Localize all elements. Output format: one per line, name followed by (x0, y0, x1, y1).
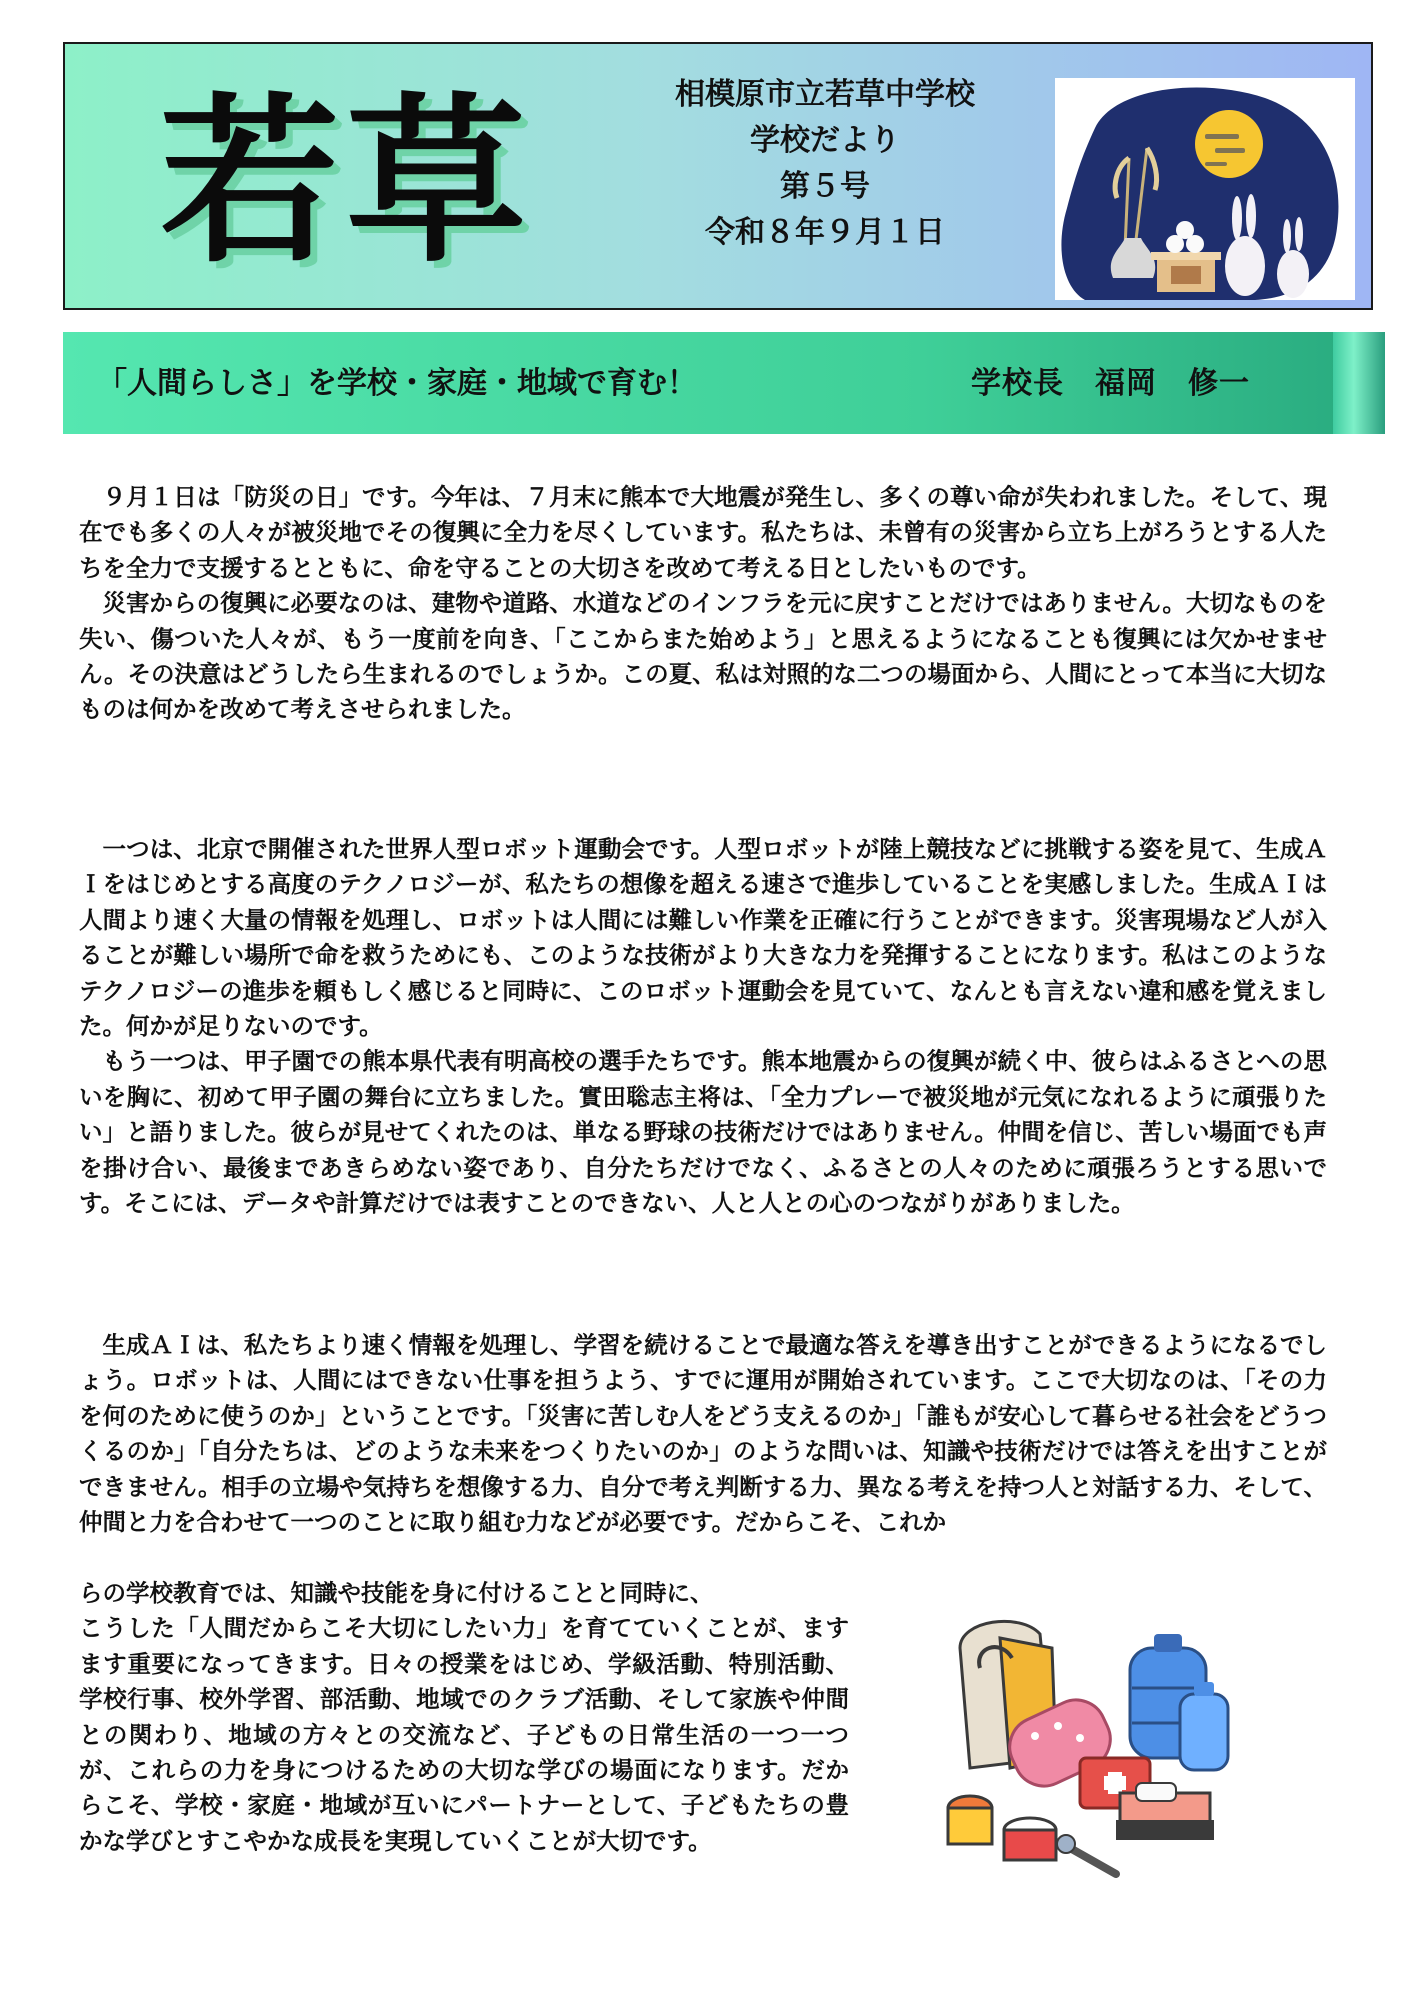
publication-name: 学校だより (750, 123, 900, 158)
headline-author: 学校長 福岡 修一 (971, 366, 1250, 401)
article-paragraph: 生成ＡＩは、私たちより速く情報を処理し、学習を続けることで最適な答えを導き出すことができるようになるでしょう。ロボットは、人間にはできない仕事を担うよう、すでに運用が開始されています。ここで大切なのは、「その力を何のために使うのか」ということです。「災害に苦しむ人をどう支えるのか」「誰もが安心して暮らせる社会をどうつくるのか」「自分たちは、どのような未来をつくりたいのか」のような問いは、知識や技術だけでは答えを出すことができません。相手の立場や気持ちを想像する力、自分で考え判断する力、異なる考えを持つ人と対話する力、そして、仲間と力を合わせて一つのことに取り組む力などが必要です。だからこそ、これか (79, 1331, 1327, 1537)
emergency-supplies-icon (940, 1608, 1240, 1888)
article-paragraph: こうした「人間だからこそ大切にしたい力」を育てていくことが、ますます重要になってきます。日々の授業をはじめ、学級活動、特別活動、学校行事、校外学習、部活動、地域でのクラブ活動、そして家族や仲間との関わり、地域の方々との交流など、子どもの日常生活の一つ一つが、これらの力を身につけるための大切な学びの場面になります。だからこそ、学校・家庭・地域が互いにパートナーとして、子どもたちの豊かな学びとすこやかな成長を実現していくことが大切です。 (79, 1614, 849, 1855)
article-section-conclusion (79, 1328, 1327, 1540)
headline-banner (63, 332, 1385, 434)
article-paragraph: 一つは、北京で開催された世界人型ロボット運動会です。人型ロボットが陸上競技などに挑戦する姿を見て、生成ＡＩをはじめとする高度のテクノロジーが、私たちの想像を超える速さで進歩していることを実感しました。生成ＡＩは人間より速く大量の情報を処理し、ロボットは人間には難しい作業を正確に行うことができます。災害現場など人が入ることが難しい場所で命を救うためにも、このような技術がより大きな力を発揮することになります。私はこのようなテクノロジーの進歩を頼もしく感じると同時に、このロボット運動会を見ていて、なんとも言えない違和感を覚えました。何かが足りないのです。 (79, 835, 1327, 1041)
school-name: 相模原市立若草中学校 (675, 77, 975, 112)
article-section-examples (79, 832, 1327, 1221)
masthead-title: 若草 (160, 76, 533, 287)
moon-viewing-icon (1055, 78, 1355, 300)
banner-edge-decoration (1333, 332, 1385, 434)
article-paragraph: ９月１日は「防災の日」です。今年は、７月末に熊本で大地震が発生し、多くの尊い命が失われました。そして、現在でも多くの人々が被災地でその復興に全力を尽くしています。私たちは、未曾有の災害から立ち上がろうとする人たちを全力で支援するとともに、命を守ることの大切さを改めて考える日としたいものです。 (79, 483, 1327, 582)
newsletter-header (63, 42, 1373, 310)
issue-number: 第５号 (780, 169, 870, 204)
publication-info (660, 72, 990, 256)
article-paragraph: もう一つは、甲子園での熊本県代表有明高校の選手たちです。熊本地震からの復興が続く中、彼らはふるさとへの思いを胸に、初めて甲子園の舞台に立ちました。實田聡志主将は、「全力プレーで被災地が元気になれるように頑張りたい」と語りました。彼らが見せてくれたのは、単なる野球の技術だけではありません。仲間を信じ、苦しい場面でも声を掛け合い、最後まであきらめない姿であり、自分たちだけでなく、ふるさとの人々のために頑張ろうとする思いです。そこには、データや計算だけでは表すことのできない、人と人との心のつながりがありました。 (79, 1047, 1327, 1218)
headline-title: 「人間らしさ」を学校・家庭・地域で育む！ (97, 366, 697, 401)
article-paragraph: らの学校教育では、知識や技能を身に付けることと同時に、 (79, 1579, 714, 1607)
issue-date: 令和８年９月１日 (705, 215, 945, 250)
article-section-intro (79, 480, 1327, 728)
article-paragraph: 災害からの復興に必要なのは、建物や道路、水道などのインフラを元に戻すことだけではありません。大切なものを失い、傷ついた人々が、もう一度前を向き、「ここからまた始めよう」と思えるようになることも復興には欠かせません。その決意はどうしたら生まれるのでしょうか。この夏、私は対照的な二つの場面から、人間にとって本当に大切なものは何かを改めて考えさせられました。 (79, 589, 1327, 724)
